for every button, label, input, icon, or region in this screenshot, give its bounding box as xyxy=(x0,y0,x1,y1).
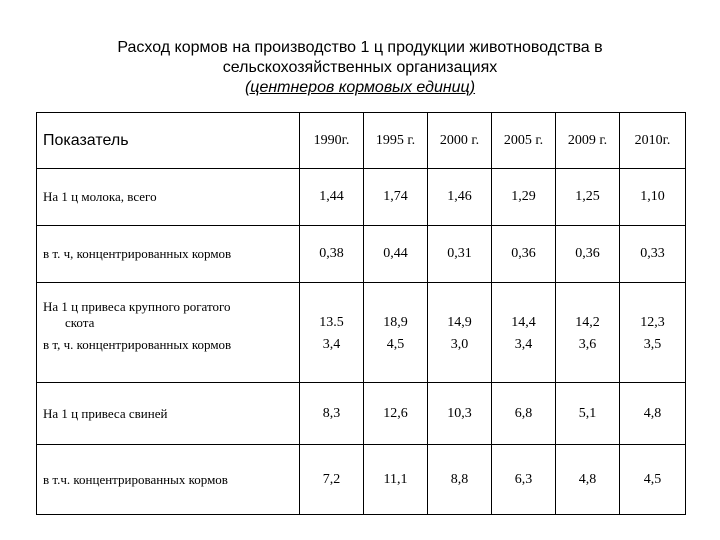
table-cell: 1,74 xyxy=(364,169,428,226)
table-cell: 0,31 xyxy=(428,226,492,283)
table-cell: 10,3 xyxy=(428,383,492,445)
header-year: 2009 г. xyxy=(556,113,620,169)
table-cell: 1,29 xyxy=(492,169,556,226)
table-cell: 3,0 xyxy=(428,335,492,383)
page-title xyxy=(0,38,720,98)
table-cell: 1,44 xyxy=(300,169,364,226)
table-cell: 12,6 xyxy=(364,383,428,445)
table-cell: 0,36 xyxy=(556,226,620,283)
row-label: На 1 ц молока, всего xyxy=(37,169,300,226)
row-label-line: На 1 ц привеса крупного рогатого xyxy=(43,298,231,314)
title-line-1: Расход кормов на производство 1 ц продукции животноводства в xyxy=(117,39,603,56)
table-row xyxy=(37,283,686,335)
table-cell: 1,25 xyxy=(556,169,620,226)
header-year: 2010г. xyxy=(620,113,686,169)
header-year: 2005 г. xyxy=(492,113,556,169)
table-cell: 0,44 xyxy=(364,226,428,283)
table-cell: 18,9 xyxy=(364,283,428,335)
table-cell: 0,38 xyxy=(300,226,364,283)
table-cell: 14,9 xyxy=(428,283,492,335)
table-cell: 3,4 xyxy=(492,335,556,383)
table-cell: 14,4 xyxy=(492,283,556,335)
table-cell: 4,5 xyxy=(364,335,428,383)
table-cell: 7,2 xyxy=(300,445,364,515)
table-cell: 12,3 xyxy=(620,283,686,335)
table-row xyxy=(37,169,686,226)
table-cell: 8,3 xyxy=(300,383,364,445)
row-label: в т. ч, концентрированных кормов xyxy=(37,226,300,283)
row-label-line: скота xyxy=(65,314,95,330)
title-units: (центнеров кормовых единиц) xyxy=(244,79,476,96)
table-cell: 6,3 xyxy=(492,445,556,515)
table-cell: 14,2 xyxy=(556,283,620,335)
header-year: 2000 г. xyxy=(428,113,492,169)
row-label: в т, ч. концентрированных кормов xyxy=(37,335,300,383)
table-cell: 4,8 xyxy=(556,445,620,515)
table-row xyxy=(37,383,686,445)
table-cell: 4,8 xyxy=(620,383,686,445)
table-row xyxy=(37,226,686,283)
table-cell: 1,46 xyxy=(428,169,492,226)
header-row xyxy=(37,113,686,169)
table-cell: 4,5 xyxy=(620,445,686,515)
table-cell: 8,8 xyxy=(428,445,492,515)
table-cell: 1,10 xyxy=(620,169,686,226)
header-year: 1990г. xyxy=(300,113,364,169)
table-cell: 11,1 xyxy=(364,445,428,515)
table-cell: 13.5 xyxy=(300,283,364,335)
table-cell: 0,33 xyxy=(620,226,686,283)
row-label: в т.ч. концентрированных кормов xyxy=(37,445,300,515)
table-row xyxy=(37,445,686,515)
header-indicator: Показатель xyxy=(37,113,300,169)
table-row xyxy=(37,335,686,383)
header-year: 1995 г. xyxy=(364,113,428,169)
table-cell: 3,6 xyxy=(556,335,620,383)
row-label: На 1 ц привеса свиней xyxy=(37,383,300,445)
table-cell: 5,1 xyxy=(556,383,620,445)
table-cell: 3,5 xyxy=(620,335,686,383)
table-cell: 3,4 xyxy=(300,335,364,383)
row-label xyxy=(37,283,300,335)
table-cell: 0,36 xyxy=(492,226,556,283)
title-line-2: сельскохозяйственных организациях xyxy=(222,59,498,76)
table-cell: 6,8 xyxy=(492,383,556,445)
feed-consumption-table xyxy=(36,112,686,515)
